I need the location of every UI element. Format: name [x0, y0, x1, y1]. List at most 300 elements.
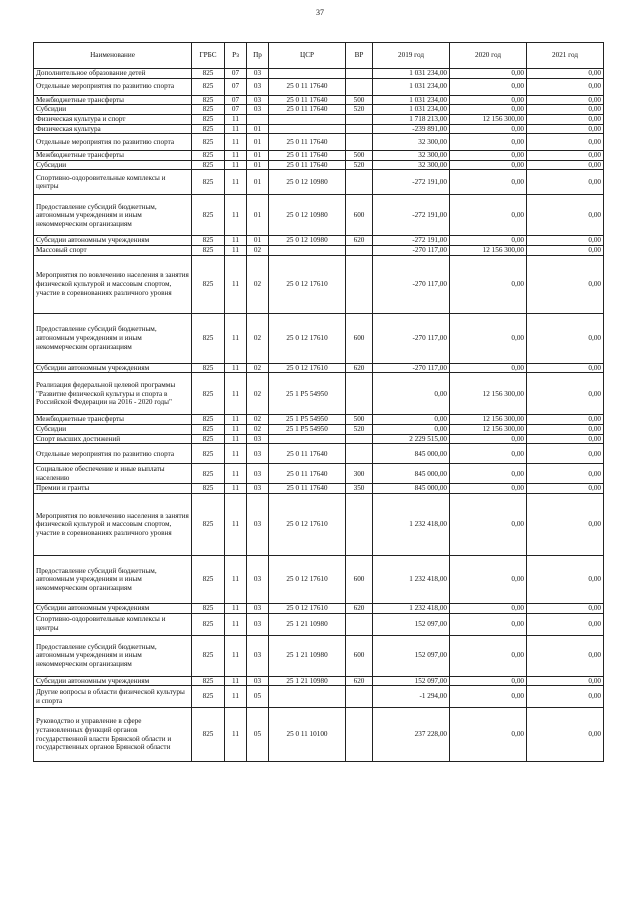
cell-pr: 01 — [247, 124, 269, 134]
cell-2019: 32 300,00 — [373, 134, 450, 151]
cell-pr: 03 — [247, 464, 269, 484]
cell-2019: 0,00 — [373, 415, 450, 425]
cell-csr: 25 0 12 17610 — [269, 493, 346, 555]
cell-2019: 0,00 — [373, 373, 450, 415]
cell-name: Мероприятия по вовлечению населения в занятия физической культурой и массовым спортом, участие в соревнованиях различного уровня — [34, 493, 192, 555]
cell-2020: 0,00 — [450, 464, 527, 484]
table-row — [34, 373, 604, 415]
cell-2021: 0,00 — [527, 425, 604, 435]
cell-grbs: 825 — [192, 373, 225, 415]
cell-2019: -270 117,00 — [373, 363, 450, 373]
cell-2020: 0,00 — [450, 313, 527, 363]
cell-vr: 620 — [346, 676, 373, 686]
cell-rz: 11 — [225, 170, 247, 195]
cell-2021: 0,00 — [527, 195, 604, 236]
cell-vr: 600 — [346, 195, 373, 236]
cell-2020: 0,00 — [450, 686, 527, 708]
cell-pr: 03 — [247, 555, 269, 603]
cell-grbs: 825 — [192, 105, 225, 115]
cell-csr: 25 0 11 10100 — [269, 708, 346, 762]
cell-grbs: 825 — [192, 170, 225, 195]
table-header-row — [34, 43, 604, 69]
column-header: 2020 год — [450, 43, 527, 69]
table-row — [34, 415, 604, 425]
cell-2019: 152 097,00 — [373, 613, 450, 635]
cell-grbs: 825 — [192, 236, 225, 246]
column-header: 2021 год — [527, 43, 604, 69]
cell-csr — [269, 246, 346, 256]
cell-2020: 12 156 300,00 — [450, 114, 527, 124]
cell-2021: 0,00 — [527, 603, 604, 613]
cell-2019: -272 191,00 — [373, 170, 450, 195]
cell-2019: 1 031 234,00 — [373, 95, 450, 105]
cell-name: Спортивно-оздоровительные комплексы и центры — [34, 170, 192, 195]
cell-name: Субсидии автономным учреждениям — [34, 676, 192, 686]
cell-name: Межбюджетные трансферты — [34, 415, 192, 425]
cell-name: Межбюджетные трансферты — [34, 95, 192, 105]
cell-2021: 0,00 — [527, 708, 604, 762]
cell-grbs: 825 — [192, 246, 225, 256]
cell-grbs: 825 — [192, 134, 225, 151]
column-header: ГРБС — [192, 43, 225, 69]
cell-2020: 0,00 — [450, 434, 527, 444]
cell-2020: 0,00 — [450, 363, 527, 373]
cell-2020: 0,00 — [450, 195, 527, 236]
cell-rz: 11 — [225, 708, 247, 762]
cell-vr: 520 — [346, 105, 373, 115]
cell-2019: 2 229 515,00 — [373, 434, 450, 444]
cell-2019: -239 891,00 — [373, 124, 450, 134]
table-row — [34, 635, 604, 676]
cell-2019: -270 117,00 — [373, 313, 450, 363]
table-row — [34, 444, 604, 464]
cell-2020: 12 156 300,00 — [450, 373, 527, 415]
cell-2021: 0,00 — [527, 114, 604, 124]
cell-2019: 152 097,00 — [373, 635, 450, 676]
table-row — [34, 434, 604, 444]
cell-csr — [269, 686, 346, 708]
cell-2020: 0,00 — [450, 95, 527, 105]
cell-csr: 25 0 12 10980 — [269, 170, 346, 195]
cell-pr: 02 — [247, 373, 269, 415]
cell-pr: 03 — [247, 434, 269, 444]
cell-pr: 02 — [247, 363, 269, 373]
cell-name: Субсидии — [34, 105, 192, 115]
cell-csr — [269, 124, 346, 134]
cell-csr: 25 1 21 10980 — [269, 676, 346, 686]
page-number: 37 — [316, 8, 324, 17]
cell-2019: 32 300,00 — [373, 151, 450, 161]
cell-2019: 845 000,00 — [373, 484, 450, 494]
cell-vr: 620 — [346, 363, 373, 373]
cell-vr — [346, 686, 373, 708]
cell-csr: 25 1 P5 54950 — [269, 415, 346, 425]
cell-2020: 0,00 — [450, 676, 527, 686]
cell-2020: 0,00 — [450, 255, 527, 313]
table-row — [34, 246, 604, 256]
table-row — [34, 170, 604, 195]
cell-rz: 11 — [225, 373, 247, 415]
cell-vr — [346, 134, 373, 151]
table-row — [34, 555, 604, 603]
cell-2020: 0,00 — [450, 78, 527, 95]
cell-vr — [346, 373, 373, 415]
cell-grbs: 825 — [192, 676, 225, 686]
cell-name: Субсидии автономным учреждениям — [34, 363, 192, 373]
cell-rz: 11 — [225, 124, 247, 134]
cell-csr: 25 0 11 17640 — [269, 484, 346, 494]
table-row — [34, 78, 604, 95]
cell-grbs: 825 — [192, 69, 225, 79]
cell-grbs: 825 — [192, 160, 225, 170]
cell-grbs: 825 — [192, 484, 225, 494]
cell-name: Межбюджетные трансферты — [34, 151, 192, 161]
cell-2021: 0,00 — [527, 246, 604, 256]
table-row — [34, 313, 604, 363]
cell-csr: 25 0 12 10980 — [269, 236, 346, 246]
cell-2020: 0,00 — [450, 484, 527, 494]
cell-2019: 152 097,00 — [373, 676, 450, 686]
cell-name: Физическая культура — [34, 124, 192, 134]
cell-2019: 1 031 234,00 — [373, 78, 450, 95]
cell-2021: 0,00 — [527, 69, 604, 79]
cell-2021: 0,00 — [527, 373, 604, 415]
cell-vr — [346, 170, 373, 195]
cell-pr: 01 — [247, 195, 269, 236]
cell-pr: 01 — [247, 160, 269, 170]
cell-2019: 845 000,00 — [373, 464, 450, 484]
cell-pr: 03 — [247, 69, 269, 79]
cell-rz: 11 — [225, 635, 247, 676]
cell-2019: 1 718 213,00 — [373, 114, 450, 124]
cell-2019: 1 232 418,00 — [373, 603, 450, 613]
cell-pr: 03 — [247, 444, 269, 464]
cell-rz: 11 — [225, 195, 247, 236]
table-row — [34, 708, 604, 762]
cell-rz: 11 — [225, 313, 247, 363]
cell-grbs: 825 — [192, 313, 225, 363]
cell-rz: 11 — [225, 555, 247, 603]
table-row — [34, 676, 604, 686]
cell-2019: 845 000,00 — [373, 444, 450, 464]
cell-name: Предоставление субсидий бюджетным, автономным учреждениям и иным некоммерческим организациям — [34, 635, 192, 676]
cell-rz: 07 — [225, 78, 247, 95]
cell-pr: 03 — [247, 613, 269, 635]
cell-name: Субсидии автономным учреждениям — [34, 603, 192, 613]
table-row — [34, 613, 604, 635]
cell-vr: 300 — [346, 464, 373, 484]
cell-grbs: 825 — [192, 95, 225, 105]
cell-pr: 03 — [247, 78, 269, 95]
cell-vr — [346, 78, 373, 95]
cell-grbs: 825 — [192, 415, 225, 425]
cell-grbs: 825 — [192, 425, 225, 435]
table-row — [34, 151, 604, 161]
cell-csr: 25 0 11 17640 — [269, 78, 346, 95]
cell-2019: -270 117,00 — [373, 246, 450, 256]
cell-2021: 0,00 — [527, 170, 604, 195]
cell-vr — [346, 493, 373, 555]
cell-name: Спорт высших достижений — [34, 434, 192, 444]
cell-rz: 11 — [225, 493, 247, 555]
cell-csr: 25 1 P5 54950 — [269, 425, 346, 435]
cell-name: Спортивно-оздоровительные комплексы и центры — [34, 613, 192, 635]
cell-vr — [346, 444, 373, 464]
cell-name: Субсидии автономным учреждениям — [34, 236, 192, 246]
cell-grbs: 825 — [192, 434, 225, 444]
cell-2019: 1 232 418,00 — [373, 493, 450, 555]
cell-vr — [346, 434, 373, 444]
table-row — [34, 69, 604, 79]
cell-rz: 11 — [225, 236, 247, 246]
cell-grbs: 825 — [192, 124, 225, 134]
cell-csr: 25 1 21 10980 — [269, 635, 346, 676]
cell-2021: 0,00 — [527, 124, 604, 134]
column-header: ЦСР — [269, 43, 346, 69]
cell-2020: 12 156 300,00 — [450, 425, 527, 435]
cell-vr: 620 — [346, 236, 373, 246]
cell-2019: 237 228,00 — [373, 708, 450, 762]
cell-rz: 11 — [225, 484, 247, 494]
cell-grbs: 825 — [192, 708, 225, 762]
table-row — [34, 255, 604, 313]
cell-vr: 520 — [346, 160, 373, 170]
cell-vr — [346, 69, 373, 79]
cell-csr: 25 0 11 17640 — [269, 444, 346, 464]
cell-grbs: 825 — [192, 78, 225, 95]
table-row — [34, 425, 604, 435]
cell-name: Физическая культура и спорт — [34, 114, 192, 124]
cell-2019: -270 117,00 — [373, 255, 450, 313]
cell-rz: 11 — [225, 686, 247, 708]
cell-grbs: 825 — [192, 635, 225, 676]
cell-2020: 0,00 — [450, 493, 527, 555]
cell-2020: 0,00 — [450, 236, 527, 246]
cell-rz: 07 — [225, 69, 247, 79]
cell-vr: 500 — [346, 151, 373, 161]
cell-2021: 0,00 — [527, 151, 604, 161]
cell-2021: 0,00 — [527, 493, 604, 555]
cell-2019: 1 232 418,00 — [373, 555, 450, 603]
cell-rz: 11 — [225, 151, 247, 161]
cell-csr: 25 0 12 17610 — [269, 603, 346, 613]
table-row — [34, 493, 604, 555]
cell-2020: 0,00 — [450, 444, 527, 464]
cell-2021: 0,00 — [527, 415, 604, 425]
cell-grbs: 825 — [192, 613, 225, 635]
cell-2021: 0,00 — [527, 78, 604, 95]
cell-2020: 12 156 300,00 — [450, 415, 527, 425]
cell-pr: 01 — [247, 170, 269, 195]
cell-pr: 05 — [247, 686, 269, 708]
cell-rz: 11 — [225, 160, 247, 170]
cell-vr: 600 — [346, 635, 373, 676]
cell-vr: 350 — [346, 484, 373, 494]
cell-pr: 01 — [247, 151, 269, 161]
cell-2020: 0,00 — [450, 105, 527, 115]
cell-csr: 25 0 12 17610 — [269, 555, 346, 603]
cell-2019: -272 191,00 — [373, 236, 450, 246]
cell-pr: 02 — [247, 313, 269, 363]
cell-rz: 11 — [225, 434, 247, 444]
column-header: Наименование — [34, 43, 192, 69]
cell-grbs: 825 — [192, 255, 225, 313]
cell-2021: 0,00 — [527, 686, 604, 708]
cell-2020: 0,00 — [450, 603, 527, 613]
cell-2020: 0,00 — [450, 124, 527, 134]
table-row — [34, 464, 604, 484]
cell-pr: 03 — [247, 676, 269, 686]
cell-2019: 1 031 234,00 — [373, 105, 450, 115]
cell-csr: 25 0 11 17640 — [269, 105, 346, 115]
cell-name: Другие вопросы в области физической культуры и спорта — [34, 686, 192, 708]
cell-2021: 0,00 — [527, 555, 604, 603]
cell-pr: 03 — [247, 603, 269, 613]
cell-vr: 600 — [346, 555, 373, 603]
cell-csr — [269, 434, 346, 444]
cell-2019: 0,00 — [373, 425, 450, 435]
cell-2021: 0,00 — [527, 105, 604, 115]
cell-vr — [346, 613, 373, 635]
cell-vr: 600 — [346, 313, 373, 363]
cell-pr: 02 — [247, 415, 269, 425]
cell-2019: 1 031 234,00 — [373, 69, 450, 79]
cell-rz: 11 — [225, 464, 247, 484]
cell-csr: 25 0 11 17640 — [269, 95, 346, 105]
budget-table — [33, 42, 604, 762]
cell-pr: 01 — [247, 134, 269, 151]
cell-pr: 02 — [247, 425, 269, 435]
cell-rz: 07 — [225, 95, 247, 105]
cell-name: Отдельные мероприятия по развитию спорта — [34, 444, 192, 464]
cell-2019: -1 294,00 — [373, 686, 450, 708]
cell-2021: 0,00 — [527, 255, 604, 313]
cell-name: Мероприятия по вовлечению населения в занятия физической культурой и массовым спортом, участие в соревнованиях различного уровня — [34, 255, 192, 313]
cell-2019: 32 300,00 — [373, 160, 450, 170]
table-row — [34, 484, 604, 494]
cell-pr: 03 — [247, 635, 269, 676]
table-row — [34, 603, 604, 613]
cell-pr: 02 — [247, 246, 269, 256]
cell-name: Предоставление субсидий бюджетным, автономным учреждениям и иным некоммерческим организациям — [34, 555, 192, 603]
column-header: Пр — [247, 43, 269, 69]
cell-vr: 500 — [346, 415, 373, 425]
cell-vr — [346, 255, 373, 313]
cell-rz: 11 — [225, 676, 247, 686]
cell-csr: 25 1 P5 54950 — [269, 373, 346, 415]
cell-rz: 11 — [225, 603, 247, 613]
cell-grbs: 825 — [192, 686, 225, 708]
cell-2021: 0,00 — [527, 363, 604, 373]
cell-2021: 0,00 — [527, 236, 604, 246]
cell-pr: 05 — [247, 708, 269, 762]
table-row — [34, 236, 604, 246]
table-row — [34, 114, 604, 124]
column-header: Рз — [225, 43, 247, 69]
cell-2021: 0,00 — [527, 95, 604, 105]
cell-2021: 0,00 — [527, 635, 604, 676]
cell-name: Предоставление субсидий бюджетным, автономным учреждениям и иным некоммерческим организациям — [34, 195, 192, 236]
table-row — [34, 134, 604, 151]
cell-rz: 11 — [225, 134, 247, 151]
cell-name: Предоставление субсидий бюджетным, автономным учреждениям и иным некоммерческим организациям — [34, 313, 192, 363]
cell-name: Субсидии — [34, 425, 192, 435]
cell-vr — [346, 114, 373, 124]
column-header: 2019 год — [373, 43, 450, 69]
cell-rz: 11 — [225, 114, 247, 124]
cell-pr: 03 — [247, 105, 269, 115]
table-body — [34, 69, 604, 762]
cell-2020: 0,00 — [450, 635, 527, 676]
cell-csr: 25 0 12 17610 — [269, 313, 346, 363]
cell-csr: 25 0 12 17610 — [269, 255, 346, 313]
cell-csr: 25 0 11 17640 — [269, 160, 346, 170]
cell-grbs: 825 — [192, 555, 225, 603]
cell-2021: 0,00 — [527, 434, 604, 444]
cell-rz: 11 — [225, 363, 247, 373]
table-row — [34, 195, 604, 236]
cell-vr: 620 — [346, 603, 373, 613]
cell-rz: 11 — [225, 255, 247, 313]
cell-csr — [269, 69, 346, 79]
cell-csr — [269, 114, 346, 124]
cell-rz: 11 — [225, 425, 247, 435]
cell-vr — [346, 246, 373, 256]
cell-2020: 0,00 — [450, 134, 527, 151]
cell-pr: 03 — [247, 95, 269, 105]
cell-pr — [247, 114, 269, 124]
cell-rz: 11 — [225, 246, 247, 256]
cell-csr: 25 0 11 17640 — [269, 151, 346, 161]
cell-name: Отдельные мероприятия по развитию спорта — [34, 78, 192, 95]
table-row — [34, 105, 604, 115]
cell-2021: 0,00 — [527, 444, 604, 464]
cell-pr: 03 — [247, 484, 269, 494]
column-header: ВР — [346, 43, 373, 69]
cell-name: Субсидии — [34, 160, 192, 170]
cell-2021: 0,00 — [527, 160, 604, 170]
cell-2020: 0,00 — [450, 151, 527, 161]
cell-grbs: 825 — [192, 603, 225, 613]
cell-name: Массовый спорт — [34, 246, 192, 256]
cell-2020: 12 156 300,00 — [450, 246, 527, 256]
table-row — [34, 686, 604, 708]
cell-vr — [346, 708, 373, 762]
cell-csr: 25 0 11 17640 — [269, 464, 346, 484]
cell-pr: 03 — [247, 493, 269, 555]
cell-csr: 25 0 12 10980 — [269, 195, 346, 236]
cell-rz: 11 — [225, 415, 247, 425]
cell-grbs: 825 — [192, 444, 225, 464]
cell-rz: 11 — [225, 613, 247, 635]
cell-vr: 500 — [346, 95, 373, 105]
cell-2020: 0,00 — [450, 69, 527, 79]
cell-pr: 02 — [247, 255, 269, 313]
cell-csr: 25 0 12 17610 — [269, 363, 346, 373]
cell-rz: 07 — [225, 105, 247, 115]
cell-grbs: 825 — [192, 363, 225, 373]
cell-2020: 0,00 — [450, 160, 527, 170]
cell-csr: 25 1 21 10980 — [269, 613, 346, 635]
cell-vr: 520 — [346, 425, 373, 435]
cell-2020: 0,00 — [450, 708, 527, 762]
cell-grbs: 825 — [192, 493, 225, 555]
cell-name: Реализация федеральной целевой программы "Развитие физической культуры и спорта в Российской Федерации на 2016 - 2020 годы" — [34, 373, 192, 415]
cell-grbs: 825 — [192, 195, 225, 236]
cell-csr: 25 0 11 17640 — [269, 134, 346, 151]
cell-2020: 0,00 — [450, 613, 527, 635]
cell-vr — [346, 124, 373, 134]
